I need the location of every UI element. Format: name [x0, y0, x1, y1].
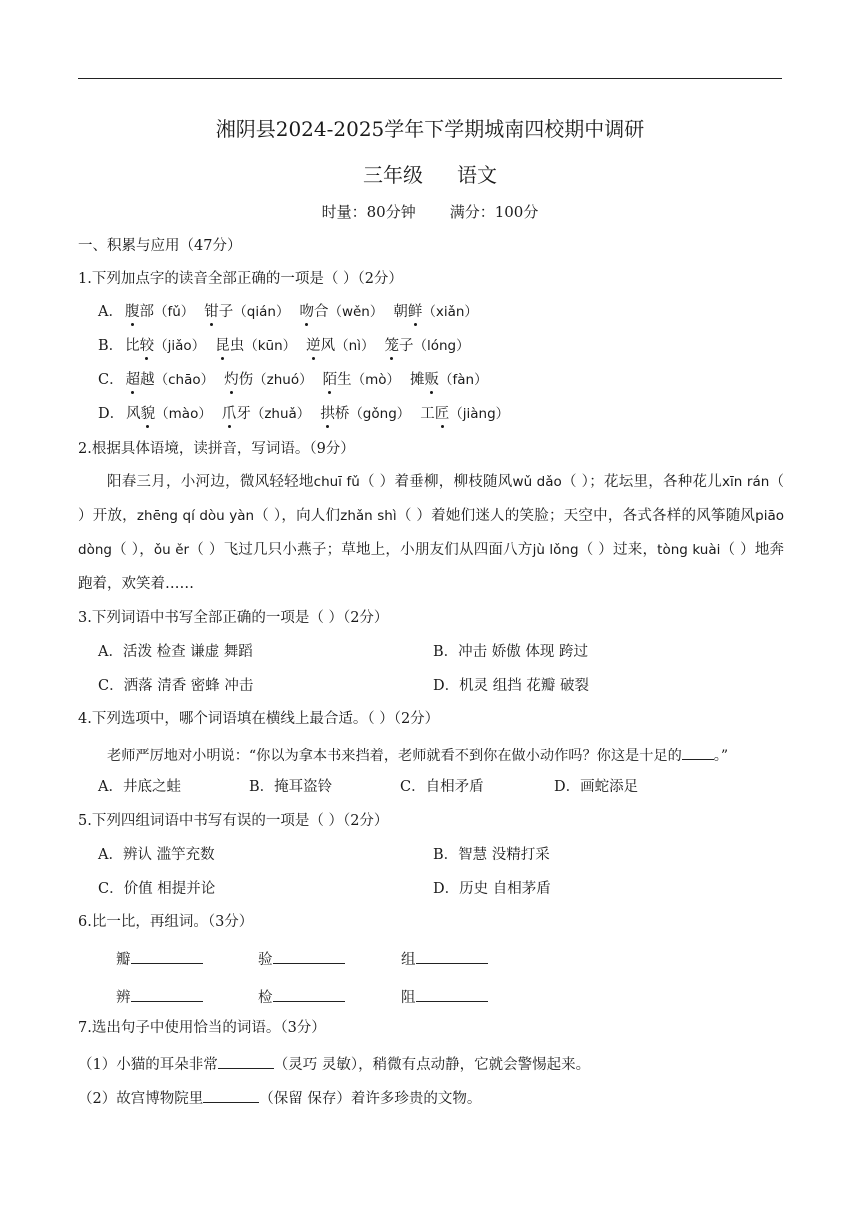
word-char: 腹 — [124, 304, 140, 320]
q2-text-4: （ ）开放， — [78, 474, 785, 524]
grade-label: 三年级 — [363, 163, 423, 187]
q2-pinyin-5: zhǎn shì — [340, 508, 397, 524]
pinyin-reading: （gǒng） — [349, 406, 411, 422]
word-char: 比 — [125, 338, 140, 354]
q2-text-8: （ ）飞过几只小燕子；草地上，小朋友们从四面八方 — [189, 542, 533, 558]
word-char: 吻 — [299, 304, 314, 320]
q5-option-a: A．辨认 滥竽充数 — [98, 847, 215, 863]
dotted-char: 较 — [139, 338, 155, 354]
q7-sentence-1 — [78, 1052, 590, 1075]
word-char: 超 — [125, 372, 141, 388]
word-char: 爪 — [221, 406, 237, 422]
q1-option-a — [98, 302, 488, 322]
q2-passage — [78, 465, 784, 601]
dotted-char: 合 — [313, 304, 329, 320]
q2-pinyin-2: wǔ dǎo — [512, 474, 562, 490]
dotted-char: 贩 — [424, 372, 440, 388]
q7-stem: 7.选出句子中使用恰当的词语。（3分） — [78, 1020, 326, 1036]
q5-stem: 5.下列四组词语中书写有误的一项是（ ）（2分） — [78, 813, 389, 829]
dotted-char: 牙 — [236, 406, 251, 422]
q7-s1-blank[interactable] — [218, 1052, 274, 1069]
q2-pinyin-1: chuī fǔ — [313, 474, 360, 490]
exam-title: 湘阴县2024-2025学年下学期城南四校期中调研 — [215, 117, 645, 141]
q5-option-d: D．历史 自相茅盾 — [433, 881, 551, 897]
word-char: 朝 — [393, 304, 408, 320]
dotted-char: 匠 — [434, 406, 450, 422]
pinyin-reading: （zhuǎ） — [250, 406, 311, 422]
q5-option-b: B．智慧 没精打采 — [433, 847, 550, 863]
pinyin-reading: （zhuó） — [253, 372, 313, 388]
q3-option-b: B．冲击 娇傲 体现 跨过 — [433, 644, 588, 660]
word-char: 笼 — [384, 338, 399, 354]
q6-answer-blank[interactable] — [273, 985, 345, 1002]
header-rule — [78, 78, 782, 79]
q4-answer-blank[interactable] — [682, 743, 714, 760]
q6-answer-blank[interactable] — [416, 985, 488, 1002]
word-char: 陌 — [322, 372, 338, 388]
q6-item-6 — [401, 985, 488, 1008]
q6-char: 辨 — [116, 990, 131, 1006]
q6-item-5 — [258, 985, 345, 1008]
pinyin-word — [323, 370, 400, 390]
option-letter: C． — [98, 372, 124, 388]
q4-option-a: A．井底之蛙 — [98, 779, 181, 795]
q2-pinyin-7: ǒu ěr — [153, 542, 190, 558]
pinyin-word — [306, 336, 374, 356]
q2-pinyin-6: piāo dòng — [78, 508, 785, 558]
subject-label: 语文 — [457, 163, 497, 187]
option-letter: B． — [98, 338, 124, 354]
dotted-char: 子 — [218, 304, 234, 320]
q7-s2-blank[interactable] — [203, 1086, 259, 1103]
pinyin-word — [126, 370, 215, 390]
pinyin-word — [410, 370, 488, 390]
q4-sentence-text: 老师严厉地对小明说：“你以为拿本书来挡着，老师就看不到你在做小动作吗？你这是十足的 — [107, 748, 682, 764]
word-char: 逆 — [306, 338, 321, 354]
dotted-char: 子 — [398, 338, 414, 354]
pinyin-word — [125, 302, 194, 322]
dotted-char: 生 — [337, 372, 352, 388]
pinyin-word — [126, 404, 212, 424]
q2-pinyin-9: tòng kuài — [657, 542, 721, 558]
pinyin-word — [420, 404, 509, 424]
pinyin-word — [204, 302, 289, 322]
dotted-char: 部 — [139, 304, 154, 320]
word-char: 钳 — [204, 304, 219, 320]
pinyin-word — [393, 302, 478, 322]
q4-option-c: C．自相矛盾 — [400, 779, 484, 795]
dotted-char: 鲜 — [407, 304, 423, 320]
q2-text-3: （ ）；花坛里，各种花儿 — [561, 474, 723, 490]
q7-sentence-2 — [78, 1086, 481, 1109]
pinyin-reading: （wěn） — [328, 304, 384, 320]
q2-text-6: （ ）着她们迷人的笑脸；天空中，各式各样的风筝随风 — [396, 508, 756, 524]
pinyin-word — [299, 302, 383, 322]
q7-s1-text-a: （1）小猫的耳朵非常 — [78, 1057, 218, 1073]
score-label: 满分：100分 — [449, 203, 539, 221]
word-char: 灼 — [224, 372, 239, 388]
q6-char: 阻 — [401, 990, 416, 1006]
q6-item-4 — [116, 985, 203, 1008]
q6-answer-blank[interactable] — [273, 947, 345, 964]
q2-text-5: （ ），向人们 — [254, 508, 341, 524]
pinyin-reading: （chāo） — [154, 372, 215, 388]
q3-option-c: C．洒落 清香 密蜂 冲击 — [98, 678, 254, 694]
q5-option-c: C．价值 相提并论 — [98, 881, 216, 897]
q2-text-9: （ ）过来， — [578, 542, 658, 558]
q1-option-c — [98, 370, 498, 390]
dotted-char: 虫 — [229, 338, 245, 354]
pinyin-word — [222, 404, 310, 424]
q6-char: 瓣 — [116, 952, 131, 968]
pinyin-reading: （jiàng） — [449, 406, 510, 422]
pinyin-reading: （mào） — [155, 406, 212, 422]
pinyin-word — [215, 336, 296, 356]
word-char: 摊 — [410, 372, 425, 388]
pinyin-reading: （fǔ） — [153, 304, 195, 320]
pinyin-word — [224, 370, 312, 390]
q1-stem: 1.下列加点字的读音全部正确的一项是（ ）（2分） — [78, 271, 403, 287]
dotted-char: 桥 — [334, 406, 350, 422]
word-char: 拱 — [320, 406, 335, 422]
word-char: 工 — [420, 406, 435, 422]
q2-pinyin-3: xīn rán — [722, 474, 770, 490]
option-letter: A． — [98, 304, 123, 320]
pinyin-word — [384, 336, 469, 356]
time-label: 时量：80分钟 — [321, 203, 416, 221]
word-char: 风 — [126, 406, 141, 422]
q6-item-3 — [401, 947, 488, 970]
q7-s1-text-b: （灵巧 灵敏），稍微有点动静，它就会警惕起来。 — [273, 1057, 591, 1073]
q4-stem: 4.下列选项中，哪个词语填在横线上最合适。（ ）（2分） — [78, 711, 440, 727]
q2-text-2: （ ）着垂柳，柳枝随风 — [359, 474, 513, 490]
q6-answer-blank[interactable] — [131, 947, 203, 964]
word-char: 昆 — [215, 338, 230, 354]
dotted-char: 貌 — [140, 406, 156, 422]
pinyin-reading: （mò） — [351, 372, 401, 388]
q7-s2-text-b: （保留 保存）着许多珍贵的文物。 — [259, 1091, 482, 1107]
exam-subtitle — [0, 159, 860, 188]
q4-sentence — [107, 743, 728, 766]
q2-pinyin-8: jù lǒng — [532, 542, 579, 558]
pinyin-reading: （fàn） — [439, 372, 488, 388]
q6-item-1 — [116, 947, 203, 970]
q6-char: 验 — [258, 952, 273, 968]
pinyin-reading: （qián） — [233, 304, 290, 320]
q1-option-d — [98, 404, 519, 424]
dotted-char: 风 — [320, 338, 336, 354]
q6-answer-blank[interactable] — [416, 947, 488, 964]
q6-char: 组 — [401, 952, 416, 968]
section-heading: 一、积累与应用（47分） — [78, 238, 242, 254]
q4-sentence-end: 。” — [713, 748, 729, 764]
q2-pinyin-4: zhēng qí dòu yàn — [136, 508, 255, 524]
q1-option-b — [98, 336, 480, 356]
q3-option-a: A．活泼 检查 谦虚 舞蹈 — [98, 644, 253, 660]
q4-option-b: B．掩耳盗铃 — [249, 779, 333, 795]
pinyin-reading: （nì） — [335, 338, 375, 354]
q2-stem: 2.根据具体语境，读拼音，写词语。（9分） — [78, 441, 355, 457]
q3-stem: 3.下列词语中书写全部正确的一项是（ ）（2分） — [78, 610, 389, 626]
q4-option-d: D．画蛇添足 — [554, 779, 639, 795]
time-score-info — [0, 201, 860, 222]
option-letter: D． — [98, 406, 125, 422]
q7-s2-text-a: （2）故宫博物院里 — [78, 1091, 204, 1107]
pinyin-word — [125, 336, 205, 356]
q2-text-7: （ ）， — [111, 542, 154, 558]
pinyin-reading: （jiǎo） — [154, 338, 206, 354]
q2-text-10: （ ）地奔跑着，欢笑着…… — [78, 542, 785, 592]
pinyin-reading: （xiǎn） — [422, 304, 478, 320]
q6-item-2 — [258, 947, 345, 970]
dotted-char: 越 — [140, 372, 155, 388]
q6-answer-blank[interactable] — [131, 985, 203, 1002]
pinyin-reading: （lóng） — [413, 338, 470, 354]
dotted-char: 伤 — [238, 372, 254, 388]
q6-stem: 6.比一比，再组词。（3分） — [78, 914, 254, 930]
q6-char: 检 — [258, 990, 273, 1006]
q2-text-1: 阳春三月，小河边，微风轻轻地 — [107, 474, 314, 490]
pinyin-reading: （kūn） — [244, 338, 297, 354]
q3-option-d: D．机灵 组挡 花瓣 破裂 — [433, 678, 589, 694]
pinyin-word — [320, 404, 410, 424]
